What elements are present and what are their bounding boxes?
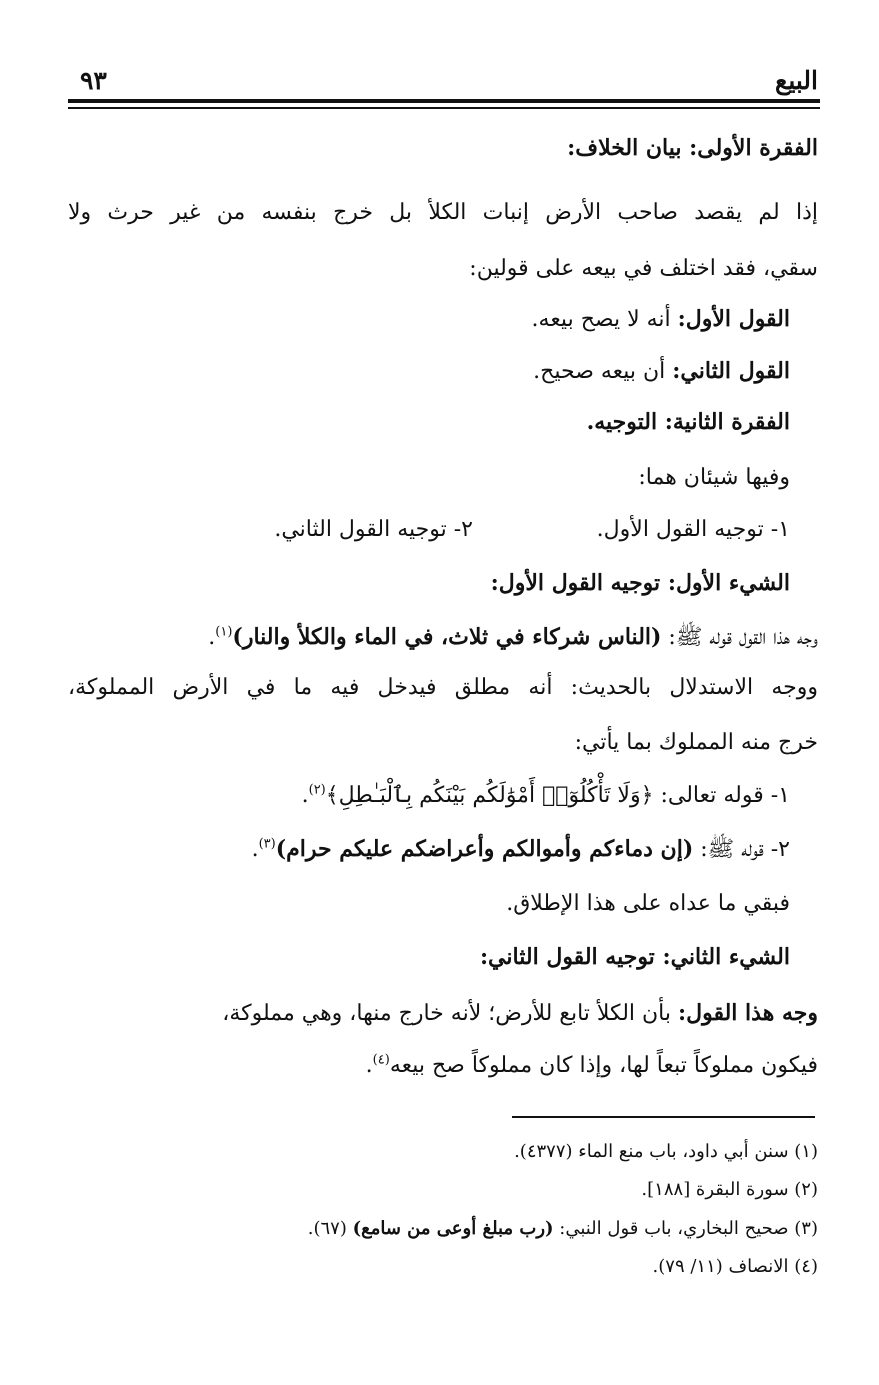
hadith-intro: وجه هذا القول قوله ﷺ:	[661, 625, 818, 650]
footnote: (٣) صحيح البخاري، باب قول النبي: (رب مبلغ أوعى من سامع) (٦٧).	[307, 1218, 818, 1239]
footnote-ref: (٣)	[258, 836, 276, 852]
footnote-ref: (٢)	[308, 782, 326, 798]
paragraph-line: خرج منه المملوك بما يأتي:	[574, 730, 818, 755]
evidence-item-one: ١- قوله تعالى: ﴿وَلَا تَأْكُلُوٓا۟ أَمْوَٰلَكُم بَيْنَكُم بِٱلْبَـٰطِلِ﴾$^{(٢)}$.	[301, 782, 790, 808]
opinion-one-label: القول الأول:	[677, 306, 790, 332]
footnote-ref: (٤)	[372, 1052, 390, 1068]
footnote: (١) سنن أبي داود، باب منع الماء (٤٣٧٧).	[514, 1141, 818, 1162]
page-number: ٩٣	[80, 66, 107, 95]
header-rule-thin	[68, 107, 820, 109]
opinion-one-text: أنه لا يصح بيعه.	[531, 307, 678, 332]
opinion-one	[532, 299, 790, 339]
footnote: (٤) الانصاف (١١/ ٧٩).	[652, 1256, 818, 1277]
footnote: (٢) سورة البقرة [١٨٨].	[641, 1179, 818, 1200]
paragraph-line: وفيها شيئان هما:	[638, 465, 790, 490]
hadith-line: وجه هذا القول قوله ﷺ: (الناس شركاء في ثلاث، في الماء والكلأ والنار)$^{(١)}$.	[208, 624, 818, 650]
running-header	[72, 62, 818, 98]
subsection-heading-first: الشيء الأول: توجيه القول الأول:	[490, 570, 790, 596]
opinion-two	[533, 351, 790, 391]
footnote-quote: (رب مبلغ أوعى من سامع)	[352, 1218, 554, 1239]
header-rule-thick	[68, 99, 820, 103]
paragraph-line	[68, 993, 818, 1033]
list-item: ١- توجيه القول الأول.	[596, 517, 790, 542]
paragraph-line: فبقي ما عداه على هذا الإطلاق.	[506, 891, 790, 916]
paragraph-line: إذا لم يقصد صاحب الأرض إنبات الكلأ بل خرج بنفسه من غير حرث ولا	[68, 200, 818, 225]
paragraph-line: سقي، فقد اختلف في بيعه على قولين:	[469, 256, 818, 281]
section-heading-second: الفقرة الثانية: التوجيه.	[586, 409, 790, 435]
hadith-quote: (الناس شركاء في ثلاث، في الماء والكلأ والنار)	[232, 624, 662, 650]
chapter-title: البيع	[775, 66, 818, 95]
subsection-heading-second: الشيء الثاني: توجيه القول الثاني:	[479, 944, 790, 970]
argument-text: بأن الكلأ تابع للأرض؛ لأنه خارج منها، وهي مملوكة،	[222, 1001, 678, 1026]
opinion-two-label: القول الثاني:	[672, 358, 790, 384]
hadith-quote: (إن دماءكم وأموالكم وأعراضكم عليكم حرام)	[275, 836, 694, 862]
list-item: ٢- توجيه القول الثاني.	[274, 517, 473, 542]
argument-label: وجه هذا القول:	[677, 1000, 818, 1026]
paragraph-line: ووجه الاستدلال بالحديث: أنه مطلق فيدخل فيه ما في الأرض المملوكة،	[68, 675, 818, 700]
opinion-two-text: أن بيعه صحيح.	[533, 359, 673, 384]
quran-verse: ١- قوله تعالى: ﴿وَلَا تَأْكُلُوٓا۟ أَمْوَٰلَكُم بَيْنَكُم بِٱلْبَـٰطِلِ﴾	[325, 783, 790, 808]
evidence-item-two: ٢- قوله ﷺ: (إن دماءكم وأموالكم وأعراضكم عليكم حرام)$^{(٣)}$.	[251, 836, 790, 862]
footnote-separator	[512, 1116, 815, 1118]
section-heading-first: الفقرة الأولى: بيان الخلاف:	[567, 135, 818, 161]
paragraph-line: فيكون مملوكاً تبعاً لها، وإذا كان مملوكاً صح بيعه$^{(٤)}$.	[365, 1052, 818, 1078]
footnote-ref: (١)	[215, 624, 233, 640]
hadith-intro: ٢- قوله ﷺ:	[693, 837, 790, 862]
